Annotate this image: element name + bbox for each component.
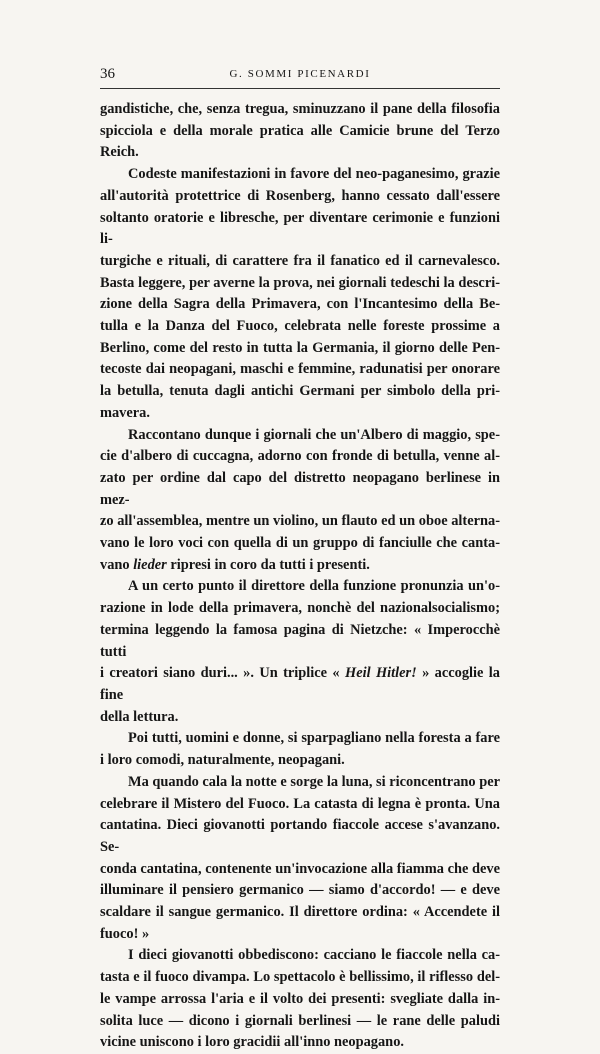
text-line: vicine uniscono i loro gracidii all'inno neopagano. <box>100 1034 404 1051</box>
running-head: G. SOMMI PICENARDI <box>229 68 371 80</box>
text-line: I dieci giovanotti obbediscono: cacciano le fiaccole nella ca- <box>128 947 500 964</box>
body-text <box>100 99 500 1054</box>
text-line: razione in lode della primavera, nonchè del nazionalsocialismo; <box>100 600 500 617</box>
text-line: zione della Sagra della Primavera, con l'Incantesimo della Be- <box>100 296 500 313</box>
text-line: della lettura. <box>100 708 179 725</box>
text-line: tulla e la Danza del Fuoco, celebrata nelle foreste prossime a <box>100 318 500 335</box>
text-run: » accoglie la fine <box>100 665 500 703</box>
text-line: A un certo punto il direttore della funzione pronunzia un'o- <box>128 578 500 595</box>
text-line: solita luce — dicono i giornali berlinesi — le rane delle paludi <box>100 1012 500 1029</box>
text-line: Berlino, come del resto in tutta la Germania, il giorno delle Pen- <box>100 339 500 356</box>
text-line: turgiche e rituali, di carattere fra il fanatico ed il carnevalesco. <box>100 252 500 269</box>
text-line: cantatina. Dieci giovanotti portando fiaccole accese s'avanzano. Se- <box>100 817 500 855</box>
text-line: scaldare il sangue germanico. Il direttore ordina: « Accendete il <box>100 904 500 921</box>
text-line: soltanto oratorie e libresche, per diventare cerimonie e funzioni li- <box>100 209 500 248</box>
paragraph <box>100 772 500 946</box>
page-header <box>100 63 500 85</box>
paragraph <box>100 164 500 424</box>
text-line: Ma quando cala la notte e sorge la luna, si riconcentrano per <box>128 773 500 790</box>
paragraph <box>100 99 500 164</box>
text-line: illuminare il pensiero germanico — siamo d'accordo! — e deve <box>100 882 500 899</box>
page-number: 36 <box>100 66 115 82</box>
text-line: Basta leggere, per averne la prova, nei giornali tedeschi la descri- <box>100 274 500 291</box>
text-line <box>100 663 500 706</box>
text-line: Raccontano dunque i giornali che un'Albero di maggio, spe- <box>128 426 500 443</box>
text-line <box>100 555 500 577</box>
paragraph <box>100 425 500 577</box>
text-run: ripresi in coro da tutti i presenti. <box>166 556 370 573</box>
text-line: Poi tutti, uomini e donne, si sparpagliano nella foresta a fare <box>128 730 500 747</box>
paragraph <box>100 576 500 728</box>
text-line: zato per ordine dal capo del distretto neopagano berlinese in mez- <box>100 469 500 508</box>
text-run: i creatori siano duri... ». Un triplice « <box>100 665 345 682</box>
text-line: i loro comodi, naturalmente, neopagani. <box>100 752 345 769</box>
text-line: vano le loro voci con quella di un gruppo di fanciulle che canta- <box>100 535 500 552</box>
text-line: spicciola e della morale pratica alle Camicie brune del Terzo Reich. <box>100 122 500 161</box>
text-line: termina leggendo la famosa pagina di Nietzche: « Imperocchè tutti <box>100 621 500 660</box>
text-line: all'autorità protettrice di Rosenberg, hanno cessato dall'essere <box>100 187 500 204</box>
paragraph <box>100 945 500 1054</box>
text-line: gandistiche, che, senza tregua, sminuzzano il pane della filosofia <box>100 101 500 117</box>
text-line: celebrare il Mistero del Fuoco. La catasta di legna è pronta. Una <box>100 795 500 812</box>
italic-run: Heil Hitler! <box>345 665 417 682</box>
text-line: tasta e il fuoco divampa. Lo spettacolo è bellissimo, il riflesso del- <box>100 969 500 986</box>
text-run: vano <box>100 556 134 573</box>
italic-run: lieder <box>133 556 167 573</box>
text-line: la betulla, tenuta dagli antichi Germani per simbolo della pri- <box>100 383 500 400</box>
text-line: cie d'albero di cuccagna, adorno con fronde di betulla, venne al- <box>100 448 500 465</box>
text-line: conda cantatina, contenente un'invocazione alla fiamma che deve <box>100 860 500 877</box>
text-line: Codeste manifestazioni in favore del neo-paganesimo, grazie <box>128 166 500 183</box>
text-line: fuoco! » <box>100 925 150 942</box>
text-line: tecoste dai neopagani, maschi e femmine, radunatisi per onorare <box>100 361 500 378</box>
text-line: zo all'assemblea, mentre un violino, un flauto ed un oboe alterna- <box>100 513 500 530</box>
header-rule <box>100 88 500 89</box>
text-line: mavera. <box>100 404 150 421</box>
text-line: le vampe arrossa l'aria e il volto dei presenti: svegliate dalla in- <box>100 990 500 1007</box>
paragraph <box>100 728 500 771</box>
